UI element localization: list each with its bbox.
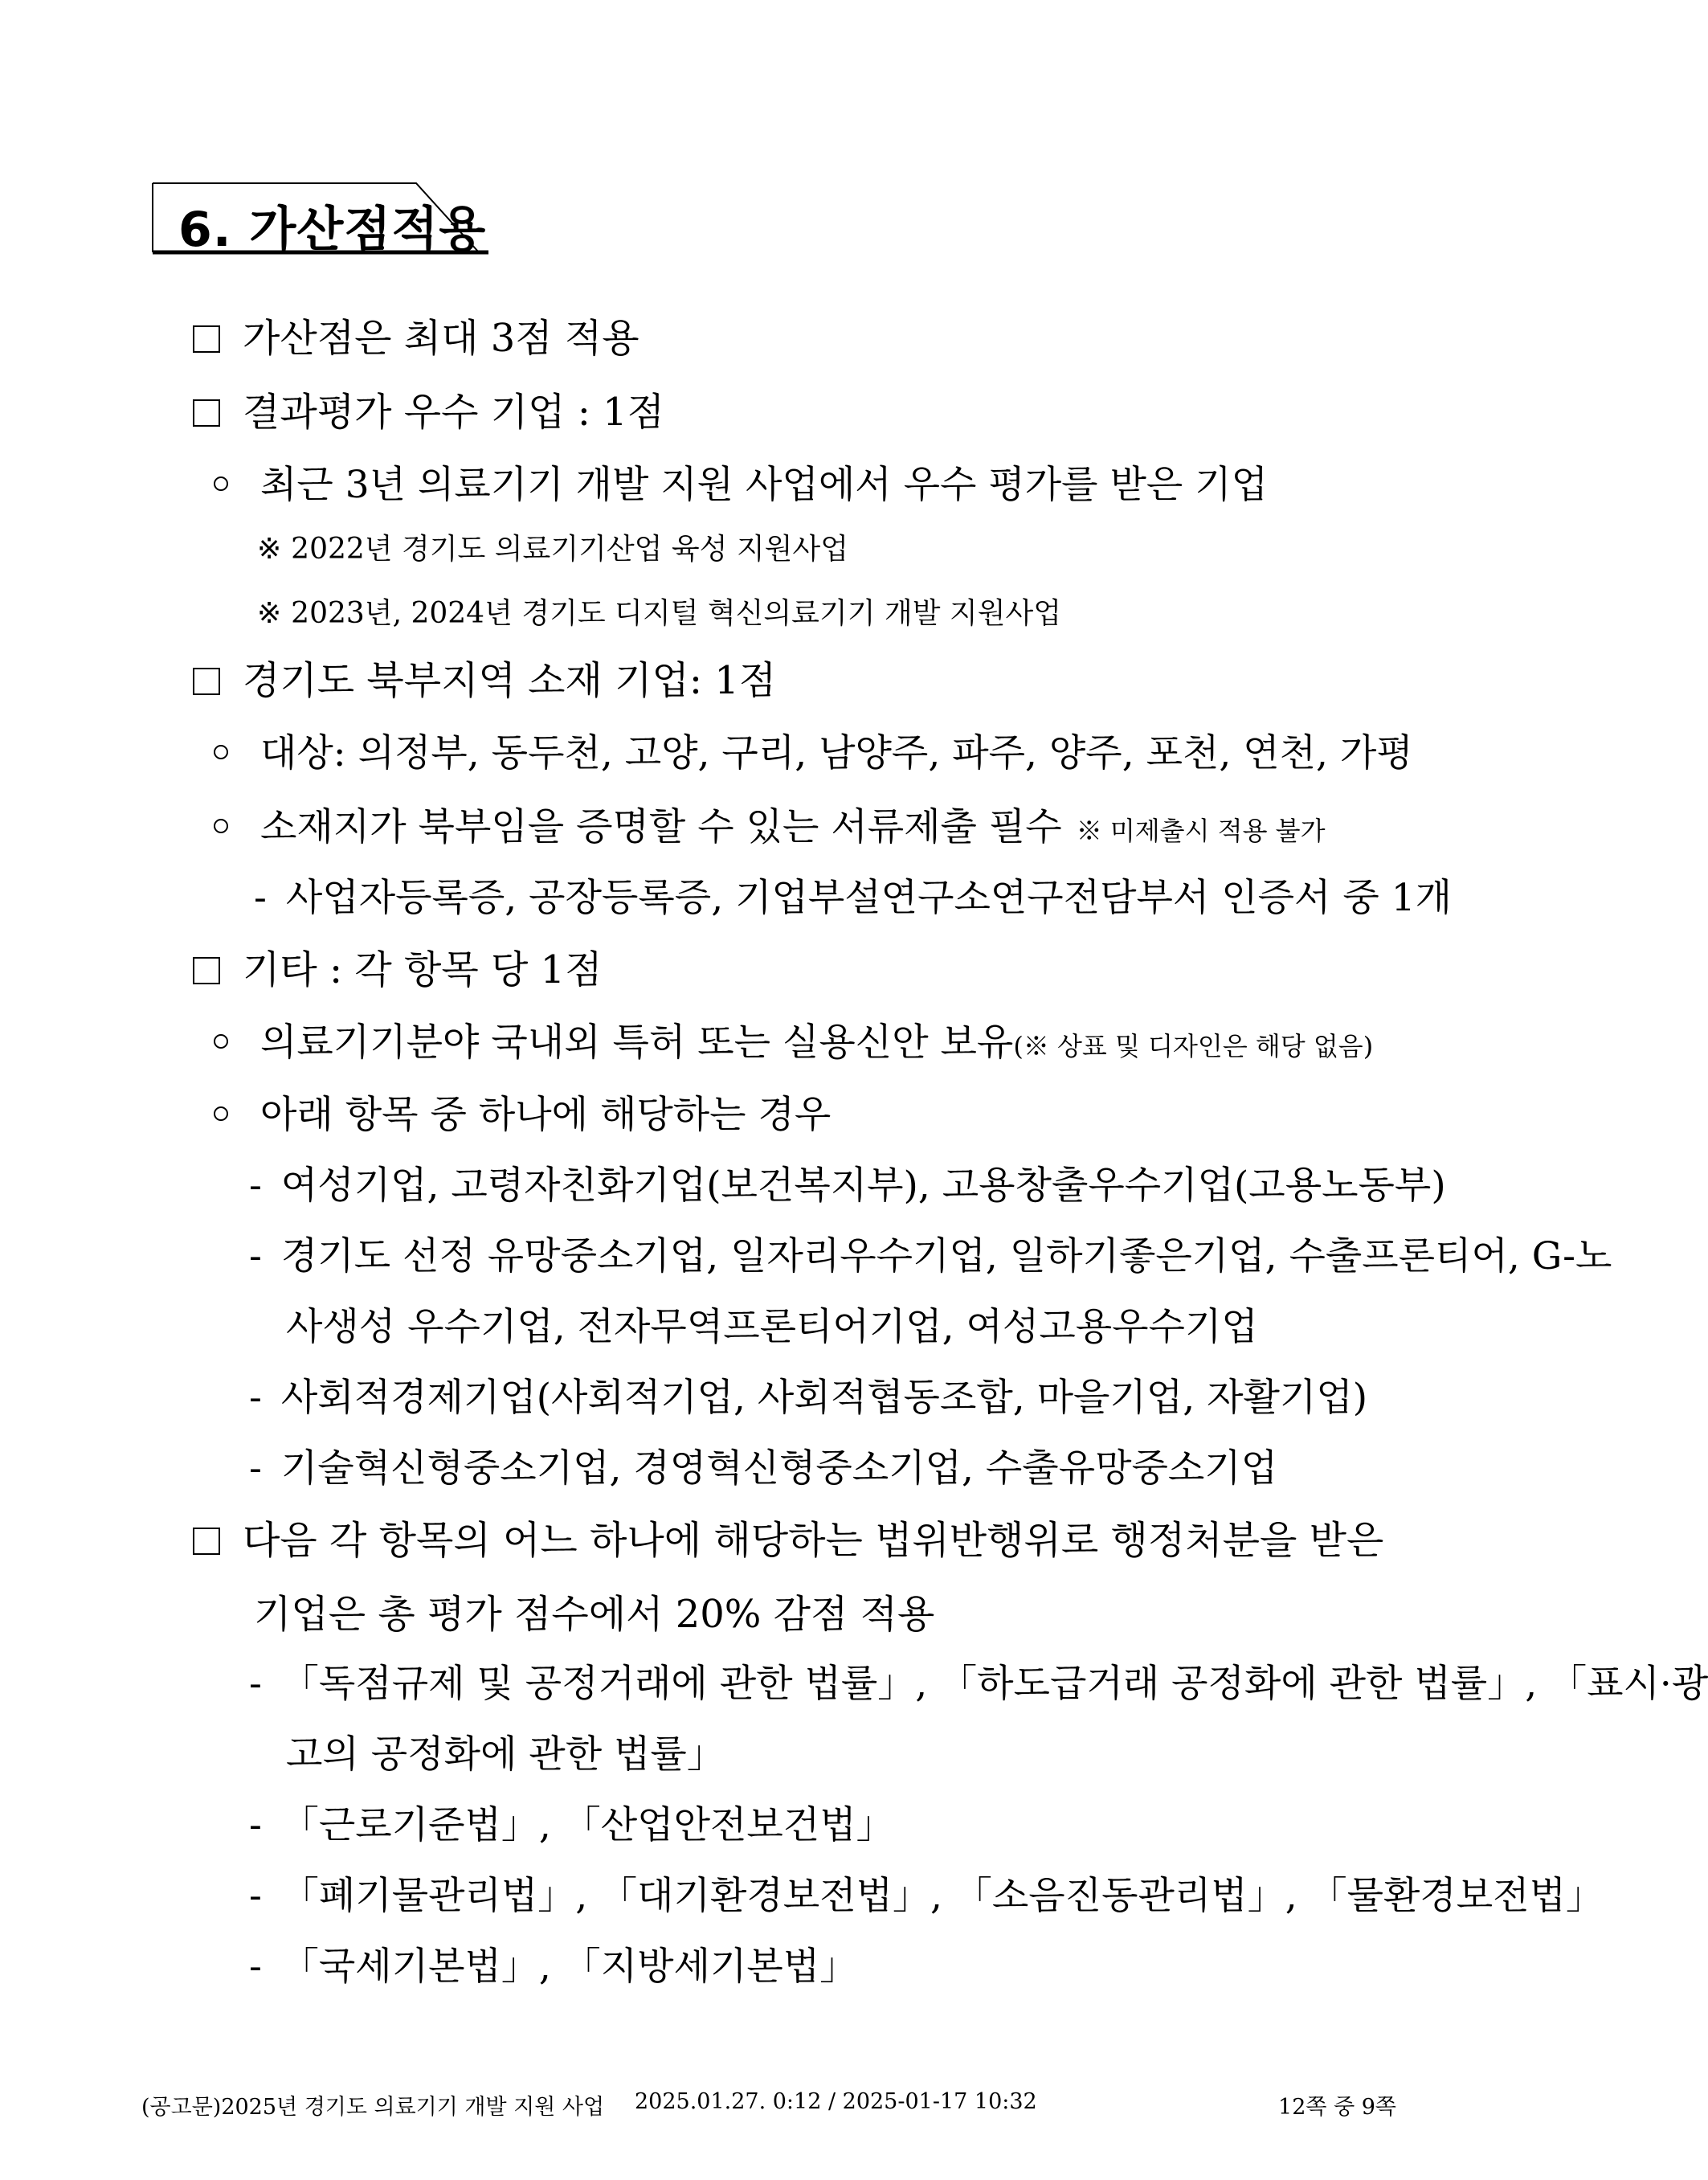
line-text: 「폐기물관리법」, 「대기환경보전법」, 「소음진동관리법」, 「물환경보전법」 <box>280 1874 1604 1918</box>
line-text: 2023년, 2024년 경기도 디지털 혁신의료기기 개발 지원사업 <box>291 597 1062 630</box>
dash-bullet-icon: - <box>249 1446 262 1491</box>
footer-filename: (공고문)2025년 경기도 의료기기 개발 지원 사업 <box>141 2095 605 2120</box>
square-bullet-icon <box>193 668 220 695</box>
line-text: 소재지가 북부임을 증명할 수 있는 서류제출 필수 <box>260 805 1062 849</box>
line-text: 「근로기준법」, 「산업안전보건법」 <box>280 1803 894 1847</box>
line-text: 기술혁신형중소기업, 경영혁신형중소기업, 수출유망중소기업 <box>280 1446 1278 1491</box>
line-text: 가산점은 최대 3점 적용 <box>243 316 639 361</box>
dash-social-economy <box>249 1368 1367 1421</box>
dash-tax-laws <box>249 1937 857 1990</box>
line-text: 2022년 경기도 의료기기산업 육성 지원사업 <box>291 533 848 566</box>
dash-bullet-icon: - <box>249 1803 262 1847</box>
circle-bullet-icon <box>214 1106 228 1121</box>
footer-timestamp: 2025.01.27. 0:12 / 2025-01-17 10:32 <box>635 2089 1037 2114</box>
line-text: 「국세기본법」, 「지방세기본법」 <box>280 1945 858 1989</box>
section-header <box>151 182 488 262</box>
note-2023 <box>257 591 1061 632</box>
line-text: 최근 3년 의료기기 개발 지원 사업에서 우수 평가를 받은 기업 <box>260 463 1269 507</box>
dash-fair-trade-laws <box>249 1654 1708 1708</box>
square-bullet-icon <box>193 325 220 353</box>
circle-bullet-icon <box>214 476 228 491</box>
dash-women-companies <box>249 1155 1446 1209</box>
dash-bullet-icon: - <box>249 1164 262 1208</box>
square-bullet-icon <box>193 1528 220 1555</box>
line-text: 의료기기분야 국내외 특허 또는 실용신안 보유 <box>260 1020 1014 1065</box>
square-bullet-icon <box>193 399 220 427</box>
sub-bullet-proof <box>214 797 1326 851</box>
reference-mark-icon: ※ <box>257 533 282 566</box>
line-text: 대상: 의정부, 동두천, 고양, 구리, 남양주, 파주, 양주, 포천, 연천, 가평 <box>260 731 1413 775</box>
dash-gyeonggi-continued <box>286 1297 1258 1351</box>
sub-bullet-patent <box>214 1012 1373 1066</box>
square-bullet-icon <box>193 957 220 984</box>
note-2022 <box>257 526 848 567</box>
dash-bullet-icon: - <box>249 1874 262 1918</box>
bullet-penalty <box>193 1509 1383 1564</box>
dash-innovation <box>249 1438 1277 1492</box>
dash-bullet-icon: - <box>249 1376 262 1420</box>
dash-bullet-icon: - <box>249 1945 262 1989</box>
line-text: 결과평가 우수 기업 : 1점 <box>243 390 665 435</box>
dash-fair-trade-continued <box>286 1724 725 1778</box>
bullet-bonus-max <box>193 307 639 362</box>
bullet-north-region <box>193 649 776 705</box>
line-note: ※ 미제출시 적용 불가 <box>1076 816 1326 846</box>
sub-bullet-items <box>214 1085 831 1139</box>
section-title: 6. 가산점적용 <box>178 202 487 258</box>
dash-bullet-icon: - <box>249 1662 262 1706</box>
line-text: 사생성 우수기업, 전자무역프론티어기업, 여성고용우수기업 <box>286 1305 1258 1349</box>
dash-bullet-icon: - <box>254 876 267 920</box>
line-text: 경기도 북부지역 소재 기업: 1점 <box>243 658 777 703</box>
dash-gyeonggi-selected <box>249 1226 1612 1280</box>
dash-documents <box>254 868 1452 922</box>
line-text: 사회적경제기업(사회적기업, 사회적협동조합, 마을기업, 자활기업) <box>280 1376 1368 1420</box>
bullet-performance <box>193 381 664 436</box>
line-text: 「독점규제 및 공정거래에 관한 법률」, 「하도급거래 공정화에 관한 법률」, 「표시·광 <box>280 1662 1708 1706</box>
circle-bullet-icon <box>214 745 228 759</box>
reference-mark-icon: ※ <box>257 597 282 630</box>
sub-bullet-recent <box>214 455 1268 509</box>
line-note: (※ 상표 및 디자인은 해당 없음) <box>1013 1031 1374 1061</box>
dash-bullet-icon: - <box>249 1234 262 1278</box>
line-text: 사업자등록증, 공장등록증, 기업부설연구소연구전담부서 인증서 중 1개 <box>285 876 1453 920</box>
circle-bullet-icon <box>214 819 228 833</box>
line-text: 경기도 선정 유망중소기업, 일자리우수기업, 일하기좋은기업, 수출프론티어, G-노 <box>280 1234 1612 1278</box>
sub-bullet-targets <box>214 723 1413 777</box>
bullet-other <box>193 939 603 994</box>
line-text: 여성기업, 고령자친화기업(보건복지부), 고용창출우수기업(고용노동부) <box>280 1164 1446 1208</box>
dash-environment-laws <box>249 1866 1604 1920</box>
line-text: 아래 항목 중 하나에 해당하는 경우 <box>260 1093 832 1137</box>
dash-labor-laws <box>249 1795 894 1849</box>
line-text: 기타 : 각 항목 당 1점 <box>243 947 603 992</box>
line-text: 기업은 총 평가 점수에서 20% 감점 적용 <box>254 1592 935 1637</box>
circle-bullet-icon <box>214 1034 228 1049</box>
line-text: 고의 공정화에 관한 법률」 <box>286 1732 725 1777</box>
line-text: 다음 각 항목의 어느 하나에 해당하는 법위반행위로 행정처분을 받은 <box>243 1518 1384 1563</box>
bullet-penalty-continued <box>254 1583 934 1638</box>
footer-page-number: 12쪽 중 9쪽 <box>1278 2095 1396 2120</box>
